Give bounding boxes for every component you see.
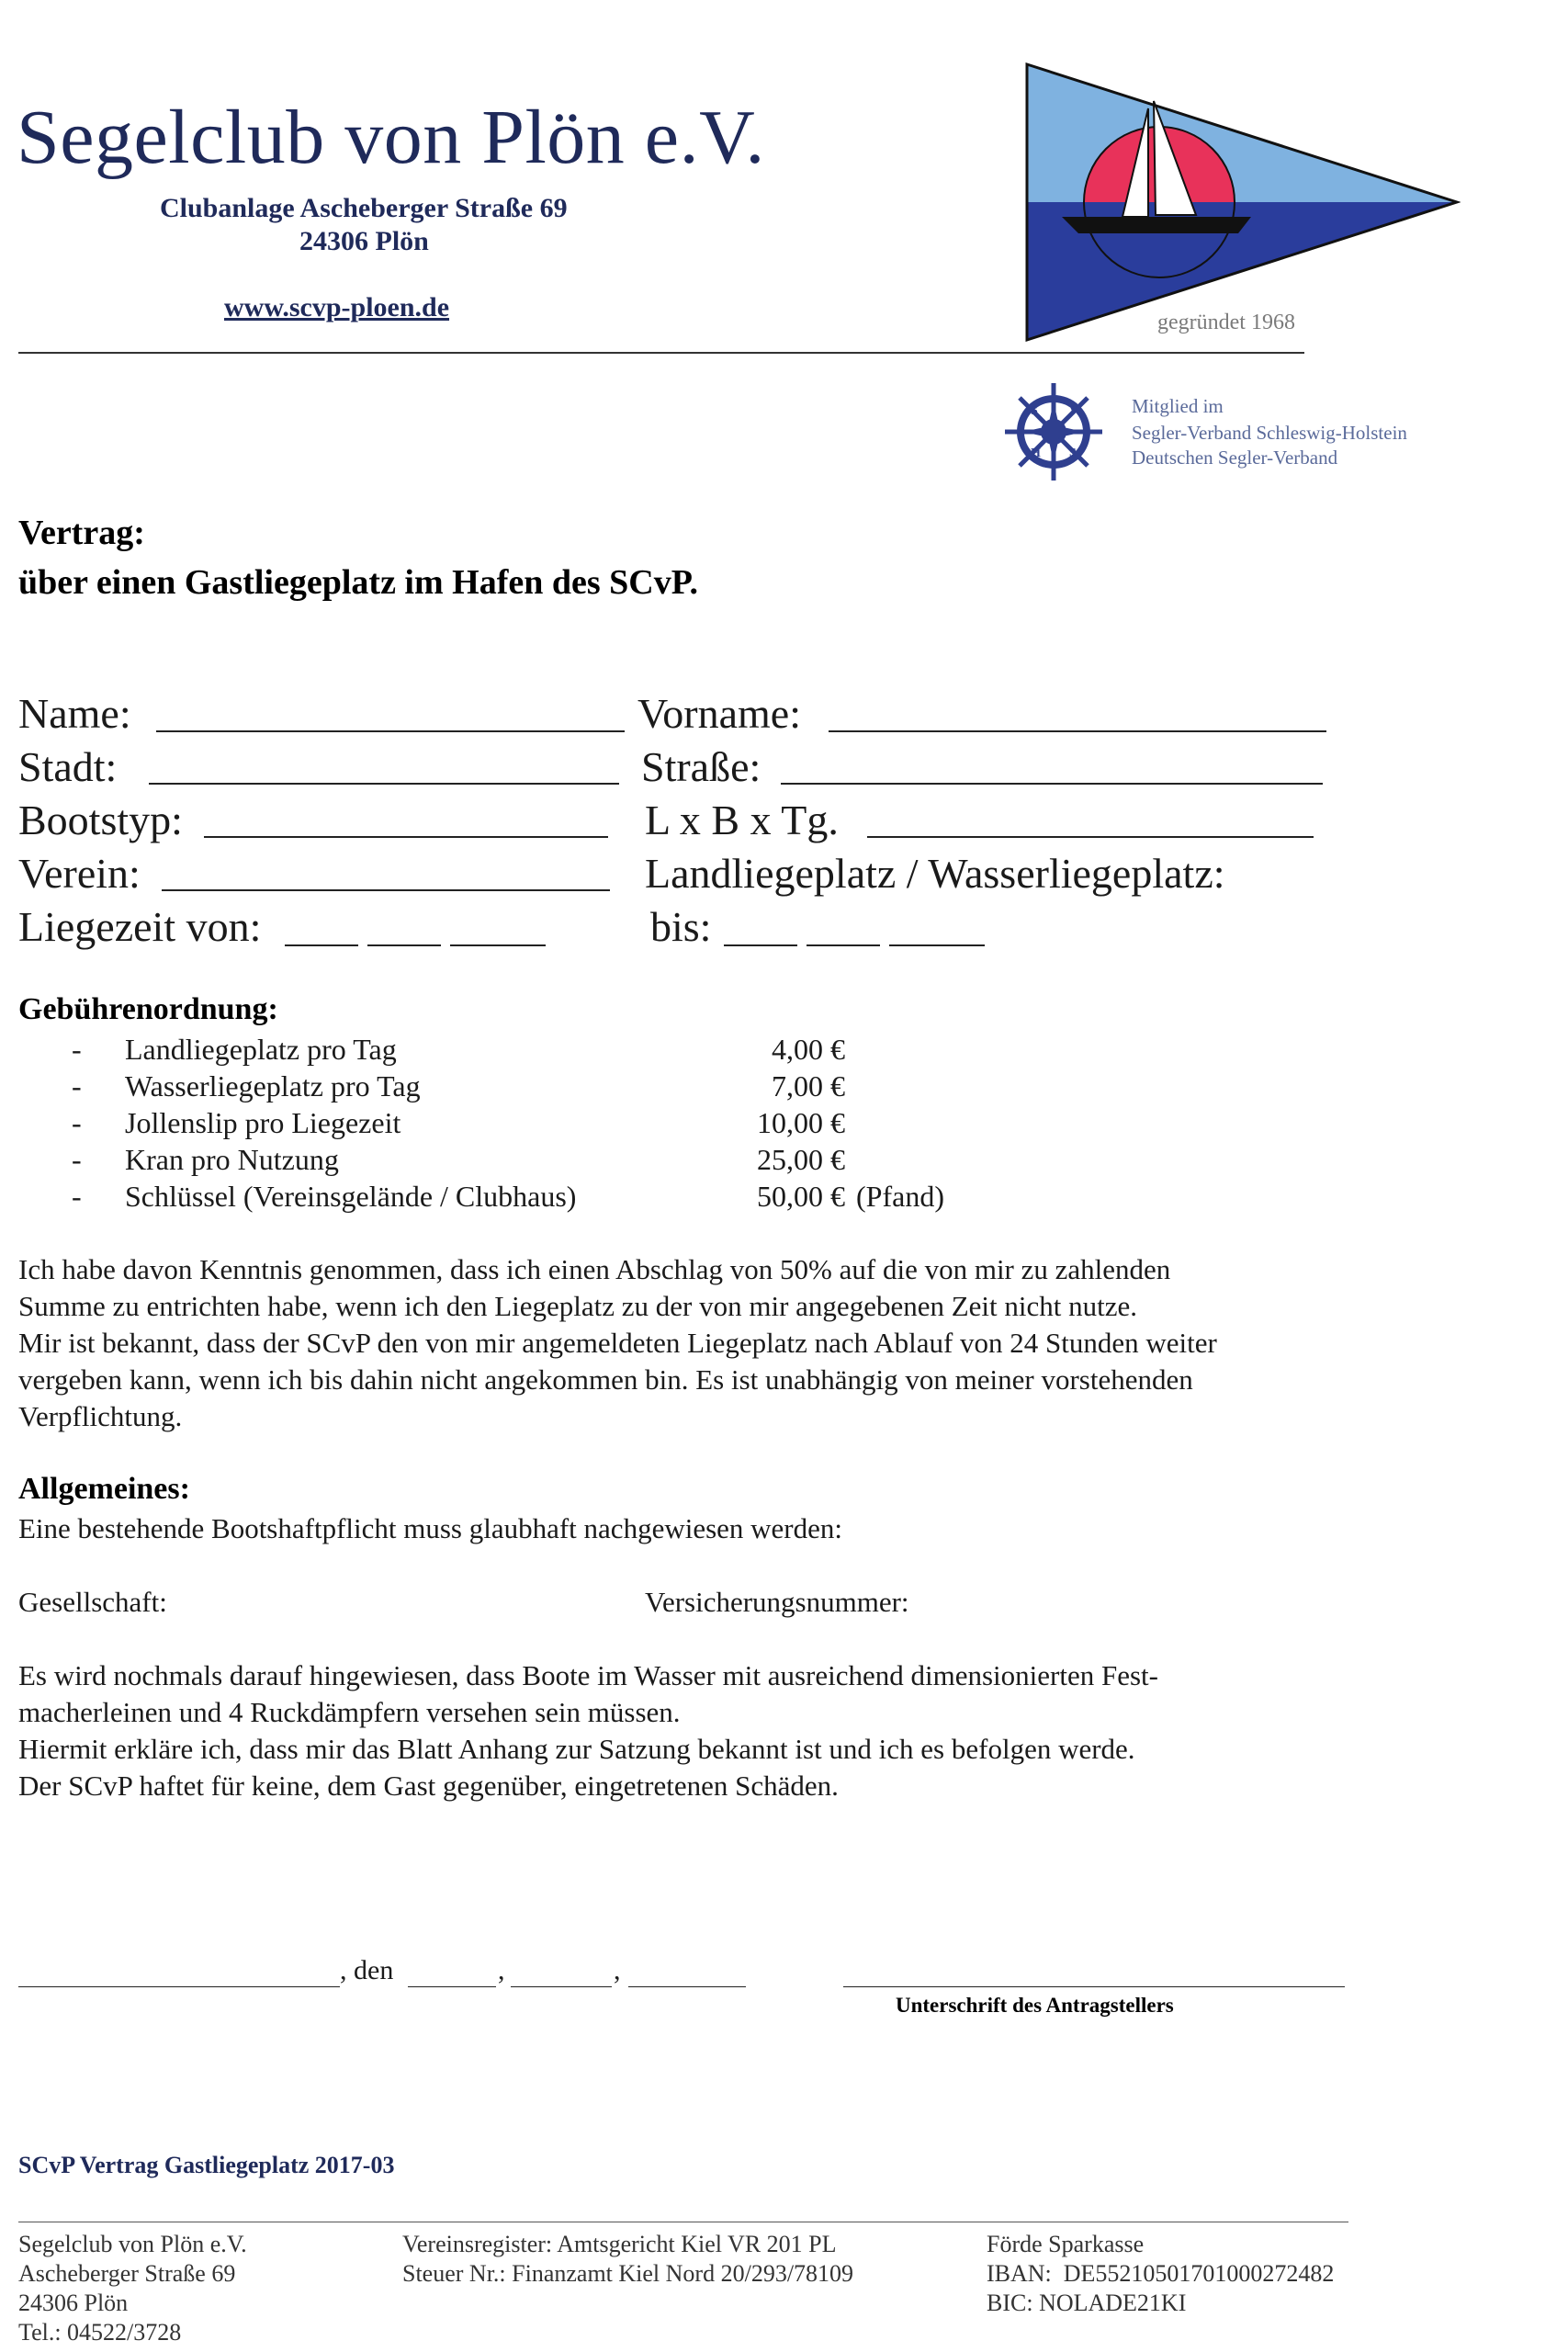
notice-line: Mir ist bekannt, dass der SCvP den von mir angemeldeten Liegeplatz nach Ablauf von 24 Stunden weiter — [18, 1327, 1217, 1359]
liegezeit-von-label: Liegezeit von: — [18, 903, 262, 950]
fee-bullet: - — [72, 1106, 82, 1139]
ship-wheel-emblem-icon — [1003, 381, 1104, 482]
date-day-field[interactable] — [408, 1986, 496, 1987]
von-month-field[interactable] — [367, 944, 441, 946]
fee-amount: 10,00 € — [757, 1106, 845, 1139]
emblem-letter-v: V — [1069, 404, 1079, 418]
date-month-field[interactable] — [511, 1986, 612, 1987]
date-year-field[interactable] — [628, 1986, 746, 1987]
name-field[interactable] — [156, 730, 625, 732]
vorname-field[interactable] — [829, 730, 1326, 732]
emblem-letter-s1: S — [1031, 404, 1038, 418]
general-intro: Eine bestehende Bootshaftpflicht muss glaubhaft nachgewiesen werden: — [18, 1512, 843, 1544]
stadt-label: Stadt: — [18, 743, 118, 790]
club-website-link[interactable]: www.scvp-ploen.de — [224, 292, 450, 322]
date-comma1: , — [498, 1955, 505, 1985]
gesellschaft-label: Gesellschaft: — [18, 1586, 167, 1618]
date-comma2: , — [614, 1955, 621, 1985]
fee-label: Kran pro Nutzung — [125, 1143, 339, 1176]
fee-bullet: - — [72, 1143, 82, 1176]
footer-bic: BIC: NOLADE21KI — [987, 2290, 1187, 2316]
fee-amount: 25,00 € — [757, 1143, 845, 1176]
fees-heading: Gebührenordnung: — [18, 992, 278, 1026]
liegeplatz-type-label: Landliegeplatz / Wasserliegeplatz: — [645, 850, 1225, 897]
general-line: Der SCvP haftet für keine, dem Gast gegenüber, eingetretenen Schäden. — [18, 1770, 839, 1802]
notice-line: Ich habe davon Kenntnis genommen, dass ich einen Abschlag von 50% auf die von mir zu zahlenden — [18, 1253, 1171, 1285]
fee-amount: 7,00 € — [772, 1069, 845, 1102]
fee-label: Schlüssel (Vereinsgelände / Clubhaus) — [125, 1180, 577, 1213]
general-line: Hiermit erkläre ich, dass mir das Blatt Anhang zur Satzung bekannt ist und ich es befolgen werde. — [18, 1733, 1135, 1765]
footer-bank: Förde Sparkasse — [987, 2231, 1145, 2257]
fee-amount: 50,00 € — [757, 1180, 845, 1213]
place-field[interactable] — [18, 1986, 340, 1987]
club-address-line1: Clubanlage Ascheberger Straße 69 — [160, 193, 568, 223]
emblem-letter-h: H — [1031, 447, 1041, 460]
footer-register: Vereinsregister: Amtsgericht Kiel VR 201 PL — [402, 2231, 837, 2257]
fee-amount: 4,00 € — [772, 1033, 845, 1066]
bis-month-field[interactable] — [807, 944, 880, 946]
signature-field[interactable] — [843, 1986, 1345, 1987]
document-reference: SCvP Vertrag Gastliegeplatz 2017-03 — [18, 2152, 395, 2178]
header-divider — [18, 352, 1304, 354]
general-line: macherleinen und 4 Ruckdämpfern versehen sein müssen. — [18, 1696, 681, 1728]
pennant-hull — [1062, 217, 1251, 233]
club-address-line2: 24306 Plön — [299, 226, 429, 256]
lbt-field[interactable] — [867, 836, 1314, 838]
membership-line1: Mitglied im — [1132, 395, 1224, 417]
notice-line: Verpflichtung. — [18, 1400, 183, 1432]
bootstyp-label: Bootstyp: — [18, 797, 183, 843]
von-year-field[interactable] — [450, 944, 546, 946]
fee-label: Wasserliegeplatz pro Tag — [125, 1069, 421, 1102]
club-name: Segelclub von Plön e.V. — [17, 95, 765, 180]
vorname-label: Vorname: — [637, 690, 802, 737]
founded-note: gegründet 1968 — [1157, 311, 1295, 334]
footer-street: Ascheberger Straße 69 — [18, 2260, 236, 2287]
membership-line2: Segler-Verband Schleswig-Holstein — [1132, 422, 1407, 444]
footer-club-name: Segelclub von Plön e.V. — [18, 2231, 247, 2257]
verein-label: Verein: — [18, 850, 141, 897]
general-heading: Allgemeines: — [18, 1472, 190, 1506]
strasse-field[interactable] — [781, 783, 1323, 785]
footer-tax-number: Steuer Nr.: Finanzamt Kiel Nord 20/293/78109 — [402, 2260, 854, 2287]
footer-phone: Tel.: 04522/3728 — [18, 2319, 182, 2346]
emblem-letter-s2: S — [1069, 447, 1077, 460]
date-den-label: , den — [340, 1955, 394, 1985]
bis-label: bis: — [650, 903, 712, 950]
fee-bullet: - — [72, 1069, 82, 1102]
bis-year-field[interactable] — [889, 944, 985, 946]
signature-label: Unterschrift des Antragstellers — [896, 1994, 1174, 2017]
footer-iban: IBAN: DE55210501701000272482 — [987, 2260, 1335, 2287]
fee-bullet: - — [72, 1033, 82, 1066]
versicherungsnummer-label: Versicherungsnummer: — [645, 1586, 909, 1618]
general-line: Es wird nochmals darauf hingewiesen, dass Boote im Wasser mit ausreichend dimensionierten Fest- — [18, 1659, 1158, 1691]
membership-line3: Deutschen Segler-Verband — [1132, 447, 1338, 469]
fee-label: Landliegeplatz pro Tag — [125, 1033, 397, 1066]
fee-note: (Pfand) — [856, 1180, 944, 1213]
club-pennant-logo — [1021, 61, 1461, 345]
lbt-label: L x B x Tg. — [645, 797, 839, 843]
fee-bullet: - — [72, 1180, 82, 1213]
footer-city: 24306 Plön — [18, 2290, 129, 2316]
strasse-label: Straße: — [641, 743, 761, 790]
contract-title: Vertrag: — [18, 514, 145, 552]
stadt-field[interactable] — [149, 783, 619, 785]
contract-subtitle: über einen Gastliegeplatz im Hafen des SCvP. — [18, 563, 698, 602]
notice-line: Summe zu entrichten habe, wenn ich den Liegeplatz zu der von mir angegebenen Zeit nicht nutze. — [18, 1290, 1138, 1322]
notice-line: vergeben kann, wenn ich bis dahin nicht angekommen bin. Es ist unabhängig von meiner vorstehenden — [18, 1363, 1193, 1396]
name-label: Name: — [18, 690, 131, 737]
bis-day-field[interactable] — [724, 944, 797, 946]
bootstyp-field[interactable] — [204, 836, 608, 838]
von-day-field[interactable] — [285, 944, 358, 946]
fee-label: Jollenslip pro Liegezeit — [125, 1106, 401, 1139]
verein-field[interactable] — [162, 889, 610, 891]
